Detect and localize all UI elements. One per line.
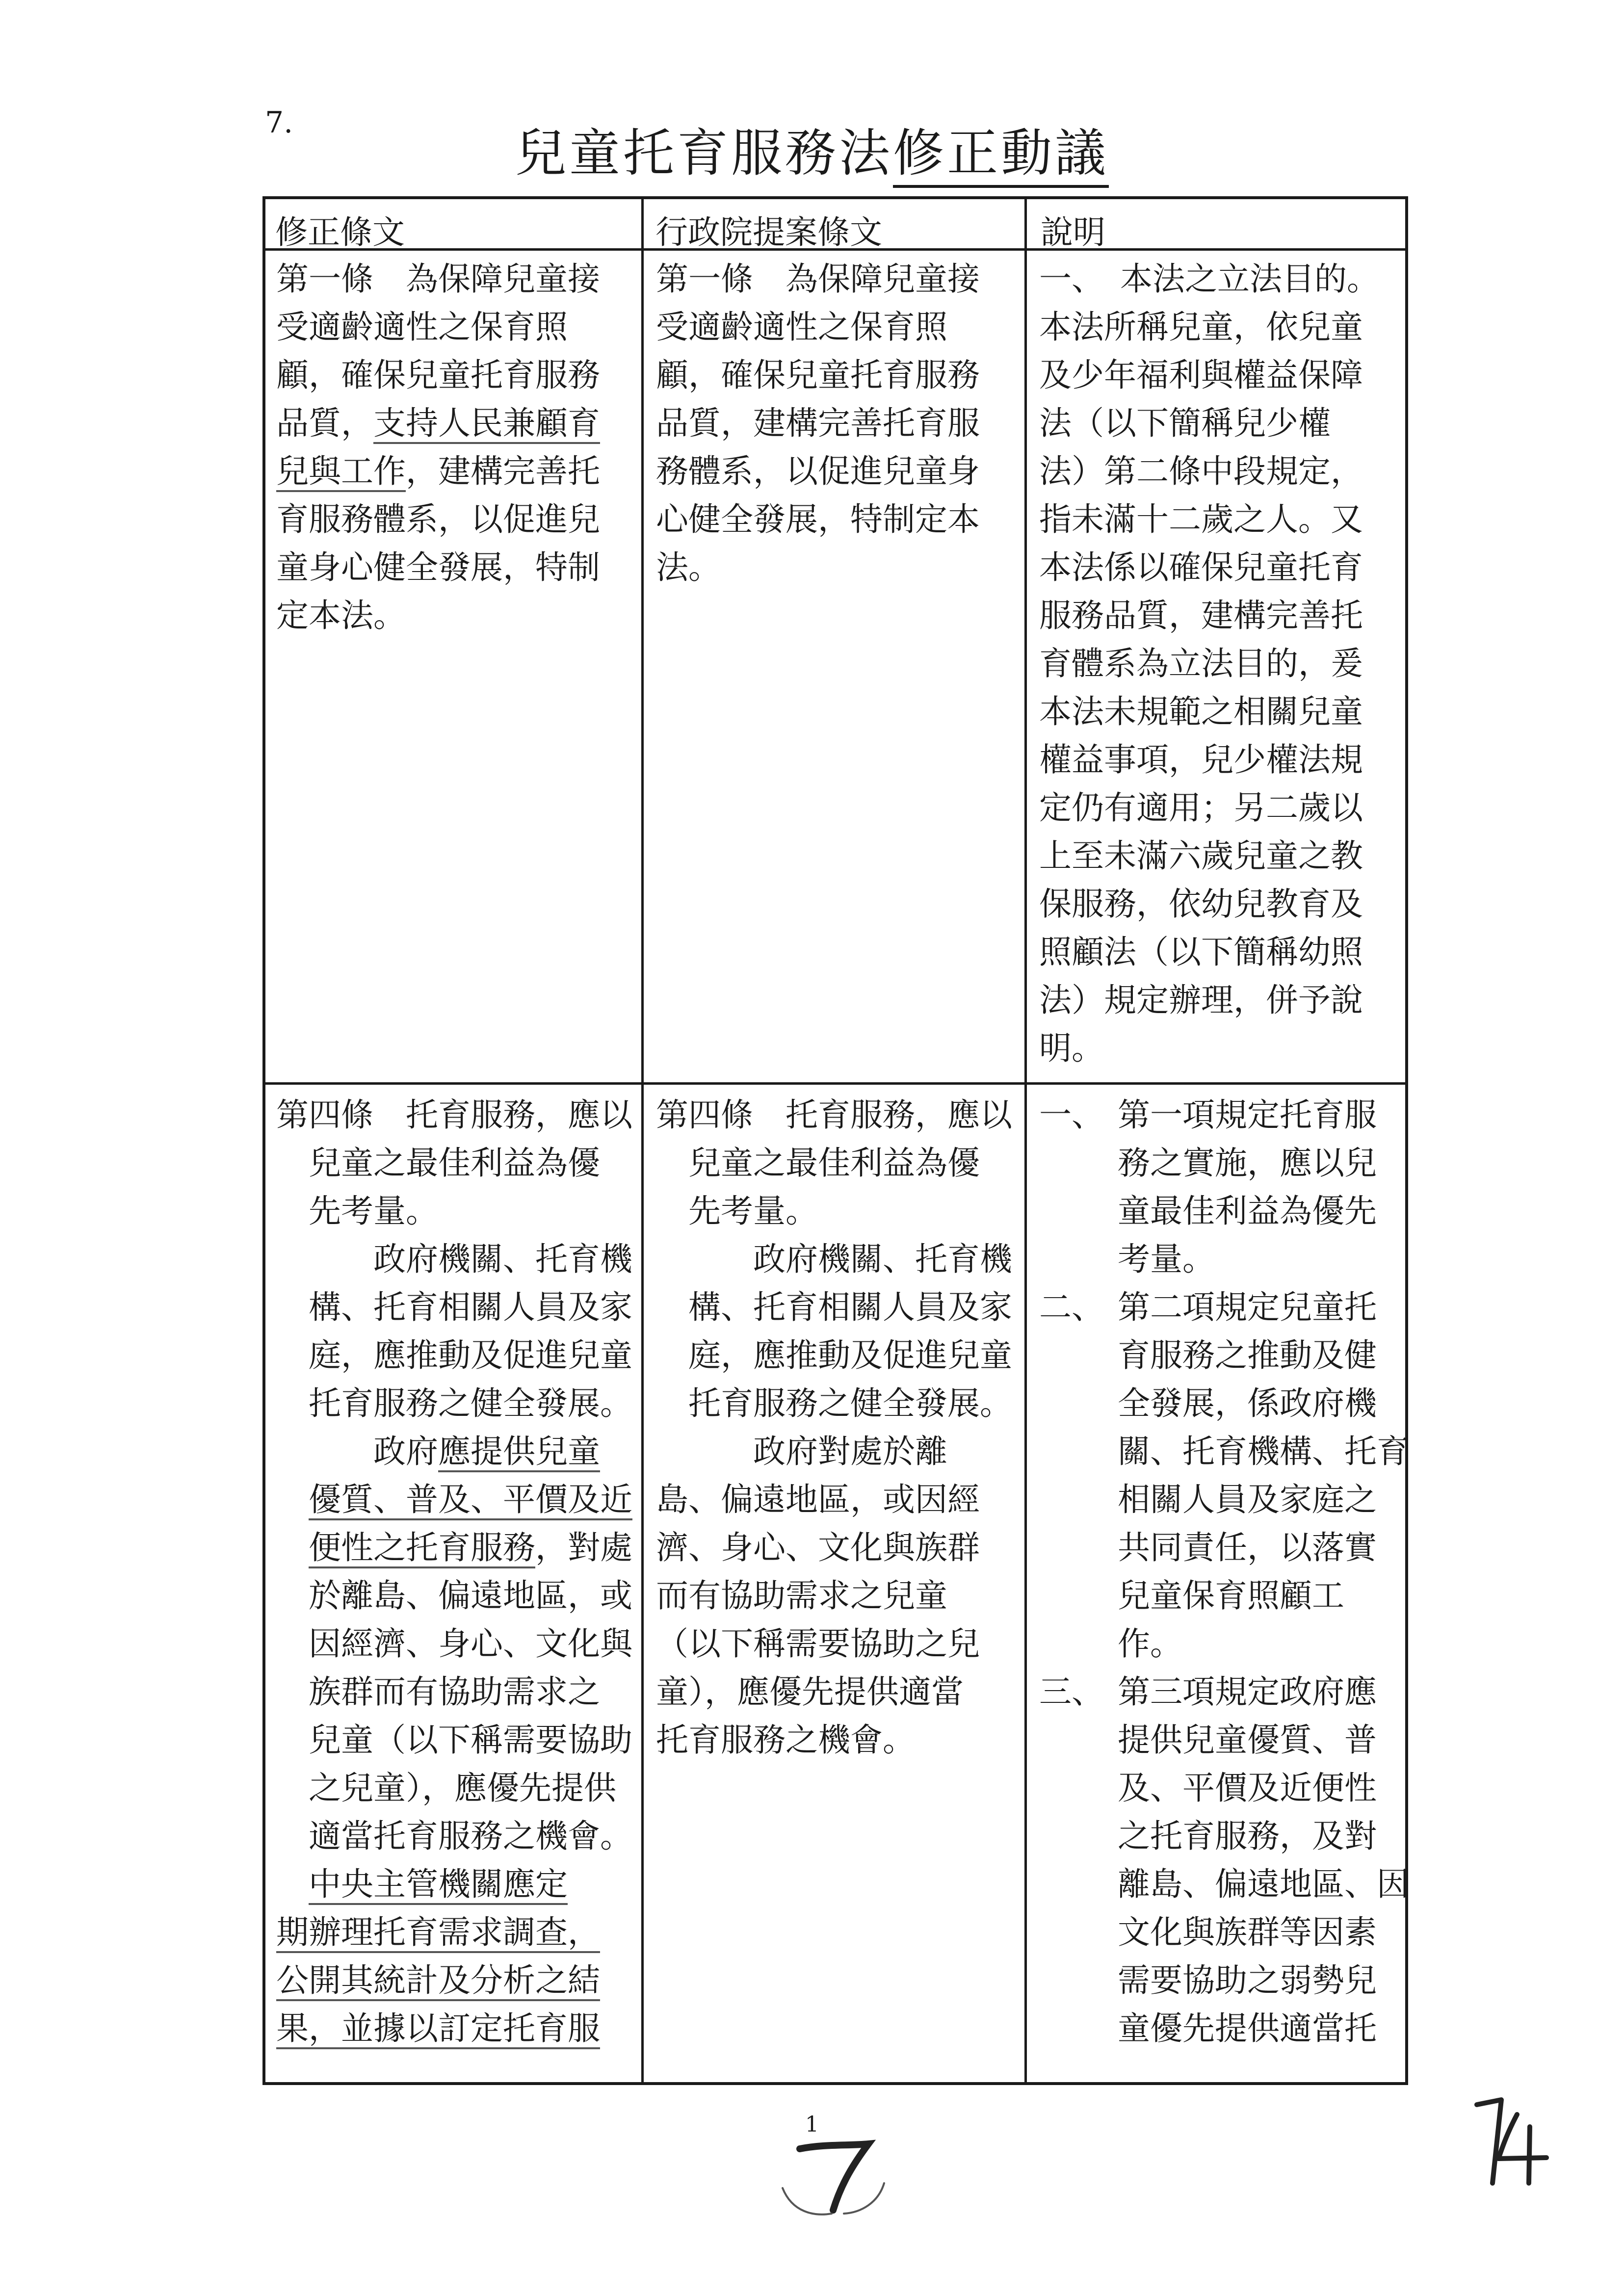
amended-underline: 優質、普及、平價及近 <box>309 1481 632 1520</box>
text-line: 托育服務之健全發展。 <box>688 1384 1012 1422</box>
column-divider <box>1024 199 1027 2082</box>
text-line: 指未滿十二歲之人。又 <box>1039 500 1363 538</box>
text-line: 照顧法（以下簡稱幼照 <box>1039 933 1363 971</box>
amended-underline: 期辦理托育需求調查， <box>276 1913 600 1953</box>
text-line: 相關人員及家庭之 <box>1118 1481 1377 1518</box>
text-line: 保服務，依幼兒教育及 <box>1039 885 1363 923</box>
article-4-amended <box>276 1091 639 2053</box>
text-line: 庭，應推動及促進兒童 <box>309 1336 632 1374</box>
text-line <box>276 399 634 447</box>
text-segment: ，對處 <box>535 1529 632 1566</box>
text-line: 於離島、偏遠地區，或 <box>309 1577 632 1615</box>
amended-underline: 中央主管機關應定 <box>309 1865 568 1905</box>
text-line: 法（以下簡稱兒少權 <box>1039 404 1331 442</box>
text-line: 一、 本法之立法目的。 <box>1039 260 1379 298</box>
column-divider <box>641 199 644 2082</box>
text-line: 需要協助之弱勢兒 <box>1118 1961 1377 1999</box>
text-line <box>1039 1668 1402 1716</box>
text-line: 政府對處於離 <box>753 1433 947 1470</box>
text-line: 服務品質，建構完善托 <box>1039 597 1363 634</box>
amended-underline: 果，並據以訂定托育服 <box>276 2009 600 2049</box>
text-line: 庭，應推動及促進兒童 <box>688 1336 1012 1374</box>
text-line: 共同責任，以落實 <box>1118 1529 1377 1566</box>
text-segment: 第三項規定政府應 <box>1118 1673 1377 1711</box>
text-line <box>276 2005 639 2053</box>
text-line <box>276 1860 639 1908</box>
header-executive-yuan-text: 行政院提案條文 <box>655 213 882 251</box>
text-line: 品質，建構完善托育服 <box>656 404 980 442</box>
text-line: 及、平價及近便性 <box>1118 1769 1377 1807</box>
text-line: 全發展，係政府機 <box>1118 1384 1377 1422</box>
text-line: 童優先提供適當托 <box>1118 2009 1377 2047</box>
text-line: 育服務之推動及健 <box>1118 1336 1377 1374</box>
text-line: 構、托育相關人員及家 <box>309 1288 632 1326</box>
text-line: 第一條 為保障兒童接 <box>276 260 600 298</box>
text-line: 及少年福利與權益保障 <box>1039 356 1363 394</box>
text-segment: ，建構完善托 <box>406 452 600 490</box>
text-line: 適當托育服務之機會。 <box>309 1817 632 1855</box>
text-line: 法）規定辦理，併予說 <box>1039 981 1363 1019</box>
text-line: 法。 <box>656 548 721 586</box>
handwritten-page-fraction <box>1462 2090 1560 2188</box>
text-line: 關、托育機構、托育 <box>1118 1433 1409 1470</box>
article-4-executive-yuan <box>656 1091 1019 1764</box>
text-line: （以下稱需要協助之兒 <box>656 1625 980 1663</box>
amended-underline: 支持人民兼顧育 <box>373 404 600 444</box>
text-line: 托育服務之機會。 <box>656 1721 915 1759</box>
text-line: 而有協助需求之兒童 <box>656 1577 947 1615</box>
text-line <box>276 1524 639 1572</box>
article-4-explanation <box>1039 1091 1409 2053</box>
title-underlined: 修正動議 <box>893 123 1109 188</box>
title-main: 兒童托育服務法 <box>515 123 893 183</box>
text-line: 之兒童），應優先提供 <box>309 1769 616 1807</box>
item-label: 一、 <box>1039 1096 1104 1134</box>
text-line: 提供兒童優質、普 <box>1118 1721 1377 1759</box>
text-line <box>1039 1091 1402 1139</box>
text-line: 定本法。 <box>276 597 406 634</box>
text-line: 本法所稱兒童，依兒童 <box>1039 308 1363 346</box>
text-line: 因經濟、身心、文化與 <box>309 1625 632 1663</box>
text-line: 本法未規範之相關兒童 <box>1039 693 1363 731</box>
text-line: 本法係以確保兒童托育 <box>1039 548 1363 586</box>
text-line: 權益事項，兒少權法規 <box>1039 741 1363 779</box>
item-number: 7. <box>265 105 293 140</box>
text-line: 童），應優先提供適當 <box>656 1673 964 1711</box>
text-line: 兒童（以下稱需要協助 <box>309 1721 632 1759</box>
text-segment: 品質， <box>276 404 373 442</box>
text-line: 明。 <box>1039 1029 1104 1067</box>
text-line: 受適齡適性之保育照 <box>276 308 568 346</box>
text-line: 離島、偏遠地區、因 <box>1118 1865 1409 1903</box>
text-line: 童身心健全發展，特制 <box>276 548 600 586</box>
text-line: 顧，確保兒童托育服務 <box>656 356 980 394</box>
text-segment: 第一項規定托育服 <box>1118 1096 1377 1134</box>
text-line: 族群而有協助需求之 <box>309 1673 600 1711</box>
header-explanation: 說明 <box>1041 213 1105 251</box>
text-line: 上至未滿六歲兒童之教 <box>1039 837 1363 875</box>
header-amended-text: 修正條文 <box>275 213 405 251</box>
text-line: 法）第二條中段規定， <box>1039 452 1363 490</box>
text-line: 第四條 托育服務，應以 <box>656 1096 1012 1134</box>
amendment-table <box>262 196 1408 2085</box>
text-line: 考量。 <box>1118 1240 1215 1278</box>
text-line: 島、偏遠地區，或因經 <box>656 1481 980 1518</box>
amended-underline: 便性之托育服務 <box>309 1529 535 1568</box>
text-line: 受適齡適性之保育照 <box>656 308 947 346</box>
text-segment: 第二項規定兒童托 <box>1118 1288 1377 1326</box>
row-divider <box>265 1082 1405 1085</box>
text-line: 濟、身心、文化與族群 <box>656 1529 980 1566</box>
text-line: 之托育服務，及對 <box>1118 1817 1377 1855</box>
text-line: 定仍有適用；另二歲以 <box>1039 789 1363 827</box>
text-line: 童最佳利益為優先 <box>1118 1192 1377 1230</box>
text-segment: 政府 <box>373 1433 438 1470</box>
text-line: 先考量。 <box>309 1192 438 1230</box>
text-line: 心健全發展，特制定本 <box>656 500 980 538</box>
text-line: 第一條 為保障兒童接 <box>656 260 980 298</box>
text-line <box>276 1957 639 2005</box>
handwritten-page-mark <box>780 2129 888 2218</box>
text-line <box>276 447 634 496</box>
text-line: 作。 <box>1118 1625 1182 1663</box>
text-line: 政府機關、托育機 <box>373 1240 632 1278</box>
article-1-explanation <box>1039 255 1402 1072</box>
text-line: 托育服務之健全發展。 <box>309 1384 632 1422</box>
text-line: 顧，確保兒童托育服務 <box>276 356 600 394</box>
amended-underline: 兒與工作 <box>276 452 406 492</box>
amended-underline: 應提供兒童 <box>438 1433 600 1472</box>
text-line: 構、托育相關人員及家 <box>688 1288 1012 1326</box>
page-number: 1 <box>805 2112 819 2137</box>
text-line: 育服務體系，以促進兒 <box>276 500 600 538</box>
text-line: 政府機關、托育機 <box>753 1240 1012 1278</box>
text-line: 文化與族群等因素 <box>1118 1913 1377 1951</box>
item-label: 三、 <box>1039 1673 1104 1711</box>
text-line: 兒童之最佳利益為優 <box>309 1144 600 1182</box>
text-line <box>1039 1283 1402 1331</box>
text-line: 兒童保育照顧工 <box>1118 1577 1344 1615</box>
text-line <box>276 1476 639 1524</box>
amended-underline: 公開其統計及分析之結 <box>276 1961 600 2001</box>
article-1-executive-yuan <box>656 255 1019 592</box>
text-line: 務體系，以促進兒童身 <box>656 452 980 490</box>
text-line: 育體系為立法目的，爰 <box>1039 645 1363 682</box>
item-label: 二、 <box>1039 1288 1104 1326</box>
document-title <box>0 112 1624 185</box>
text-line: 先考量。 <box>688 1192 818 1230</box>
text-line: 第四條 托育服務，應以 <box>276 1096 632 1134</box>
article-1-amended <box>276 255 634 640</box>
text-line: 務之實施，應以兒 <box>1118 1144 1377 1182</box>
text-line <box>276 1428 639 1476</box>
text-line <box>276 1908 639 1957</box>
text-line: 兒童之最佳利益為優 <box>688 1144 980 1182</box>
